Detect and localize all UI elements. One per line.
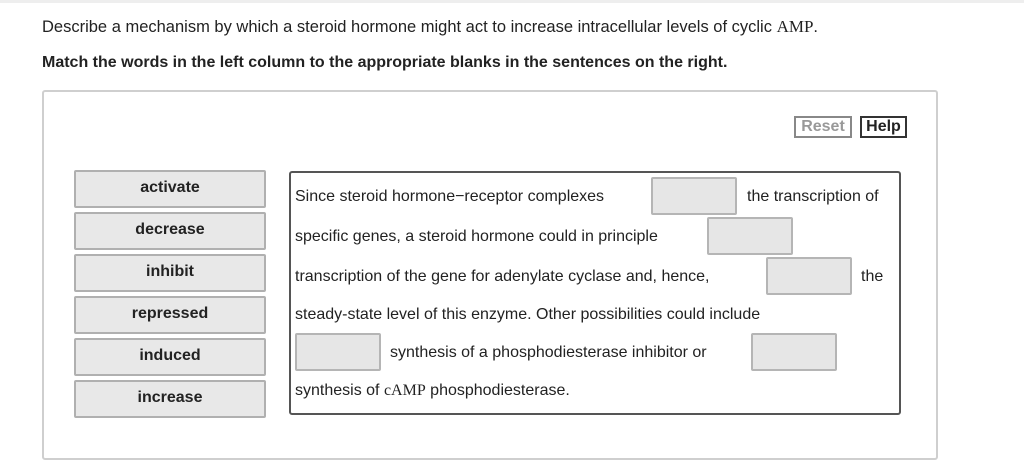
instruction-text: Match the words in the left column to the appropriate blanks in the sentences on the right. bbox=[42, 54, 728, 71]
question-text bbox=[42, 17, 818, 37]
blank-4[interactable] bbox=[295, 333, 381, 371]
matching-panel bbox=[42, 90, 938, 460]
word-tile-decrease[interactable]: decrease bbox=[74, 212, 266, 250]
sentence-line-5b: synthesis of a phosphodiesterase inhibitor or bbox=[390, 344, 707, 361]
word-tile-inhibit[interactable]: inhibit bbox=[74, 254, 266, 292]
sentence-area bbox=[289, 171, 901, 415]
sentence-line-3a: transcription of the gene for adenylate cyclase and, hence, bbox=[295, 268, 710, 285]
sentence-line-6b: phosphodiesterase. bbox=[425, 382, 570, 399]
word-tile-repressed[interactable]: repressed bbox=[74, 296, 266, 334]
question-text-amp: AMP bbox=[776, 17, 814, 36]
blank-1[interactable] bbox=[651, 177, 737, 215]
sentence-line-2a: specific genes, a steroid hormone could in principle bbox=[295, 228, 658, 245]
blank-3[interactable] bbox=[766, 257, 852, 295]
top-divider bbox=[0, 0, 1024, 3]
word-tile-activate[interactable]: activate bbox=[74, 170, 266, 208]
sentence-line-3b: the bbox=[861, 268, 884, 285]
help-button[interactable]: Help bbox=[860, 116, 907, 138]
sentence-line-4a: steady-state level of this enzyme. Other possibilities could include bbox=[295, 306, 761, 323]
word-tile-increase[interactable]: increase bbox=[74, 380, 266, 418]
sentence-line-6 bbox=[295, 382, 570, 400]
sentence-line-1a: Since steroid hormone−receptor complexes bbox=[295, 188, 605, 205]
blank-2[interactable] bbox=[707, 217, 793, 255]
reset-button[interactable]: Reset bbox=[794, 116, 852, 138]
word-tile-induced[interactable]: induced bbox=[74, 338, 266, 376]
blank-5[interactable] bbox=[751, 333, 837, 371]
sentence-line-6-camp: cAMP bbox=[383, 382, 426, 399]
sentence-line-1b: the transcription of bbox=[747, 188, 879, 205]
sentence-line-6a: synthesis of bbox=[295, 382, 384, 399]
question-text-period: . bbox=[813, 18, 819, 36]
question-text-main: Describe a mechanism by which a steroid hormone might act to increase intracellular levels of cyclic bbox=[42, 18, 777, 36]
